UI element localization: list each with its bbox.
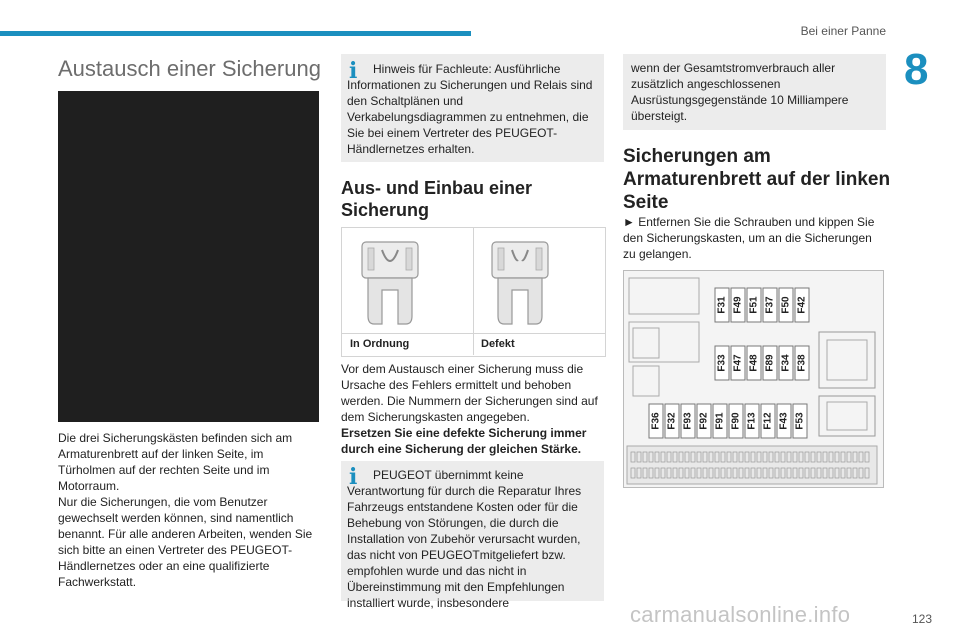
fuse-defect-icon [490,238,550,328]
info-box-text: Hinweis für Fachleute: Ausführliche Informationen zu Sicherungen und Relais sind den Schaltplänen und Verkabelungsdiagrammen zu entnehmen, die Sie bei einem Vertreter des PEUGEOT-Händlernetzes erhalten. [347,62,593,156]
fuse-label: F89 [764,354,776,372]
info-icon: i [349,464,358,490]
fuse-label: F32 [666,412,678,430]
section-heading-remove-install: Aus- und Einbau einer Sicherung [341,178,533,220]
fuse-label: F92 [698,412,710,430]
fuse-label: F43 [778,412,790,430]
fuse-label: F37 [764,296,776,314]
fuse-label: F91 [714,412,726,430]
replacement-paragraph: Vor dem Austausch einer Sicherung muss die Ursache des Fehlers ermittelt und behoben werden. Die Nummern der Sicherungen sind auf dem Sicherungskasten angegeben. [341,362,598,424]
fuse-label: F33 [716,354,728,372]
info-box-specialists [341,54,604,162]
fuse-label: F31 [716,296,728,314]
replacement-text [341,361,606,457]
fusebox-instruction-text: ► Entfernen Sie die Schrauben und kippen Sie den Sicherungskasten, um an die Sicherungen zu gelangen. [623,215,875,261]
top-accent-bar [0,31,471,36]
fuse-location-photo [58,91,319,422]
label-defect: Defekt [481,338,515,350]
fuse-label: F42 [796,296,808,314]
info-icon: i [349,58,358,84]
intro-paragraph-2: Nur die Sicherungen, die vom Benutzer gewechselt werden können, sind namentlich benannt. Für alle anderen Arbeiten, wenden Sie sich bitte an einen Vertreter des PEUGEOT-Händlernetzes oder an eine qualifizierte Fachwerkstatt. [58,495,313,589]
fuse-label: F93 [682,412,694,430]
fuse-label: F50 [780,296,792,314]
intro-text [58,430,323,590]
fuse-label: F34 [780,354,792,372]
section-title: Bei einer Panne [800,24,886,38]
fuse-label: F53 [794,412,806,430]
fuse-label: F36 [650,412,662,430]
fuse-label: F48 [748,354,760,372]
label-ok: In Ordnung [350,338,410,350]
fuse-label: F38 [796,354,808,372]
fuse-label: F13 [746,412,758,430]
fusebox-drawing [623,270,884,488]
fuse-label: F49 [732,296,744,314]
fuse-label: F47 [732,354,744,372]
fuse-label: F51 [748,296,760,314]
fuse-ok-icon [360,238,420,328]
fuse-label: F12 [762,412,774,430]
info-box-liability-continued [623,54,886,130]
fuse-label: F90 [730,412,742,430]
section-heading-left-dashboard-fuses: Sicherungen am Armaturenbrett auf der linken Seite [623,146,891,213]
info-box-liability [341,461,604,610]
table-divider-vertical [473,228,474,355]
fuse-comparison-table [341,227,606,357]
table-divider-horizontal [342,333,605,334]
replacement-warning [341,425,606,457]
chapter-number: 8 [904,45,929,94]
page-title: Austausch einer Sicherung [58,56,321,81]
info-box-text: wenn der Gesamtstromverbrauch aller zusätzlich angeschlossenen Ausrüstungsgegenstände 10 Milliampere übersteigt. [631,61,849,123]
fusebox-diagram [623,270,884,488]
intro-paragraph-1: Die drei Sicherungskästen befinden sich am Armaturenbrett auf der linken Seite, im Türholmen auf der rechten Seite und im Motorraum. [58,431,293,493]
info-box-text: PEUGEOT übernimmt keine Verantwortung für durch die Reparatur Ihres Fahrzeugs entstandene Kosten oder für die Behebung von Störungen, die durch die Installation von Zubehör verursacht wurden, das nicht von PEUGEOTmitgeliefert bzw. empfohlen wurde und das nicht in Übereinstimmung mit den Empfehlungen installiert wurde, insbesondere [347,468,582,610]
page-number: 123 [912,612,933,626]
watermark-logo: carmanualsonline.info [630,602,851,627]
fusebox-instruction [623,214,885,262]
replacement-warning-bold: Ersetzen Sie eine defekte Sicherung immer durch eine Sicherung der gleichen Stärke. [341,426,587,456]
